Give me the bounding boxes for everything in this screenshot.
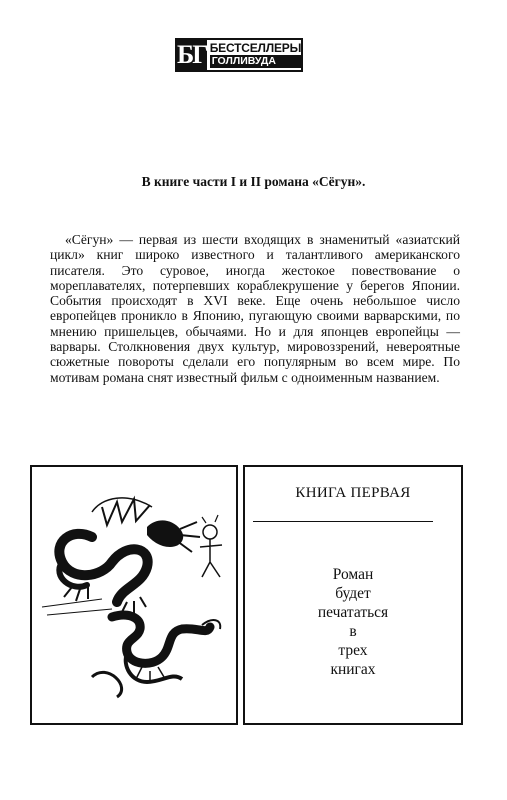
logo-mark: БГ xyxy=(177,40,207,69)
dragon-illustration-frame xyxy=(30,465,238,725)
note-line: в xyxy=(349,623,357,640)
note-line: трех xyxy=(338,642,368,659)
description-paragraph: «Сёгун» — первая из шести входящих в знаменитый «азиатский цикл» книг широко известного и талантливого американского писателя. Это суровое, иногда жестокое повествование о мореплавателях, потерпевших кораблекрушение у берегов Японии. События происходят в XVI веке. Еще очень небольшое число европейцев проникло в Японию, пугающую своими варварскими, по мнению пришельцев, обычаями. Но и для японцев европейцы — варвары. Столкновения двух культур, мировоззрений, невероятные сюжетные повороты сделали его популярным во всем мире. По мотивам романа снят известный фильм с одноименным названием. xyxy=(50,232,460,385)
book-title: КНИГА ПЕРВАЯ xyxy=(295,485,411,501)
series-logo xyxy=(175,38,303,72)
logo-line-1: БЕСТСЕЛЛЕРЫ xyxy=(209,41,302,55)
note-line: печататься xyxy=(317,604,389,621)
note-line: будет xyxy=(335,585,371,602)
note-line: Роман xyxy=(332,566,374,583)
book-info-panel xyxy=(243,465,463,725)
divider-line xyxy=(253,521,433,522)
subtitle: В книге части I и II романа «Сёгун». xyxy=(141,174,366,189)
publication-note xyxy=(245,565,461,679)
note-line: книгах xyxy=(330,661,376,678)
dragon-illustration xyxy=(32,467,236,723)
logo-text xyxy=(207,40,301,70)
logo-line-2: ГОЛЛИВУДА xyxy=(210,55,301,68)
